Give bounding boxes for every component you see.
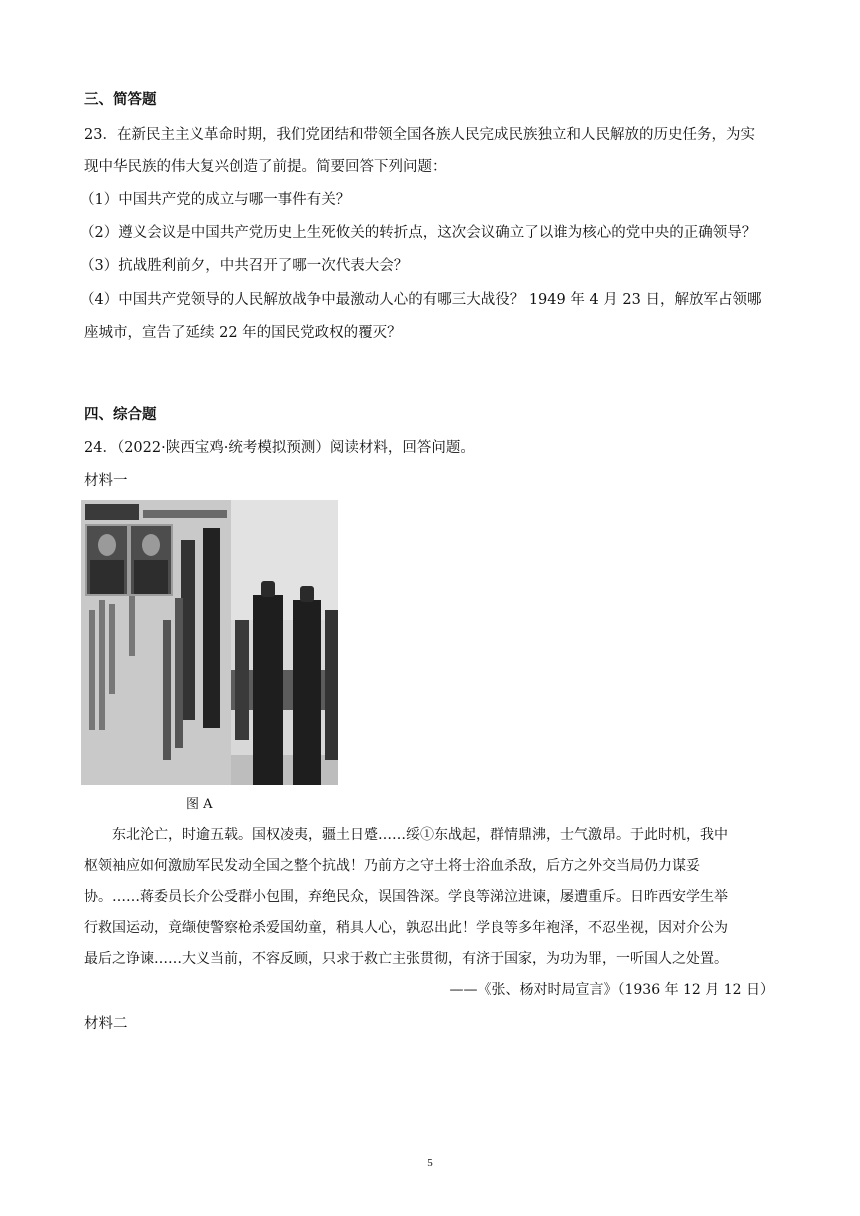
- section3-heading: 三、简答题: [84, 91, 157, 108]
- soldiers-photo: [231, 500, 338, 785]
- question-23-sub2: （2）遵义会议是中国共产党历史上生死攸关的转折点，这次会议确立了以谁为核心的党中央的正确领导？: [80, 225, 757, 241]
- material2-label: 材料二: [84, 1016, 128, 1032]
- passage-line-2: 枢领袖应如何激励军民发动全国之整个抗战！乃前方之守土将士浴血杀敌，后方之外交当局仍力谋妥: [84, 858, 700, 874]
- page-number: 5: [427, 1157, 433, 1169]
- passage-source: ——《张、杨对时局宣言》（1936 年 12 月 12 日）: [449, 982, 774, 998]
- figure-caption: 图 A: [186, 797, 213, 812]
- question-24: 24．（2022·陕西宝鸡·统考模拟预测）阅读材料，回答问题。: [84, 440, 475, 456]
- newspaper-clipping: [81, 500, 231, 785]
- question-23-sub1: （1）中国共产党的成立与哪一事件有关？: [80, 192, 351, 208]
- section4-heading: 四、综合题: [84, 406, 157, 423]
- passage-line-1: 东北沦亡，时逾五载。国权凌夷，疆土日蹙……绥①东战起，群情鼎沸，士气激昂。于此时机，我中: [112, 827, 728, 843]
- passage-line-5: 最后之诤谏……大义当前，不容反顾，只求于救亡主张贯彻，有济于国家，为功为罪，一听国人之处置。: [84, 951, 728, 967]
- question-23-line1: 23．在新民主主义革命时期，我们党团结和带领全国各族人民完成民族独立和人民解放的历史任务，为实: [84, 127, 755, 143]
- question-23-sub4-line2: 座城市，宣告了延续 22 年的国民党政权的覆灭？: [84, 325, 402, 341]
- material1-label: 材料一: [84, 473, 128, 489]
- passage-line-3: 协。……蒋委员长介公受群小包围，弃绝民众，误国咎深。学良等涕泣进谏，屡遭重斥。日昨西安学生举: [84, 889, 728, 905]
- question-23-sub4-line1: （4）中国共产党领导的人民解放战争中最激动人心的有哪三大战役？ 1949 年 4 月 23 日，解放军占领哪: [80, 292, 762, 308]
- newspaper-photo-figure: [81, 500, 338, 785]
- question-23-line2: 现中华民族的伟大复兴创造了前提。简要回答下列问题：: [84, 159, 447, 175]
- passage-line-4: 行救国运动，竟缬使警察枪杀爱国幼童，稍具人心，孰忍出此！学良等多年袍泽，不忍坐视，因对介公为: [84, 920, 728, 936]
- question-23-sub3: （3）抗战胜利前夕，中共召开了哪一次代表大会？: [80, 258, 409, 274]
